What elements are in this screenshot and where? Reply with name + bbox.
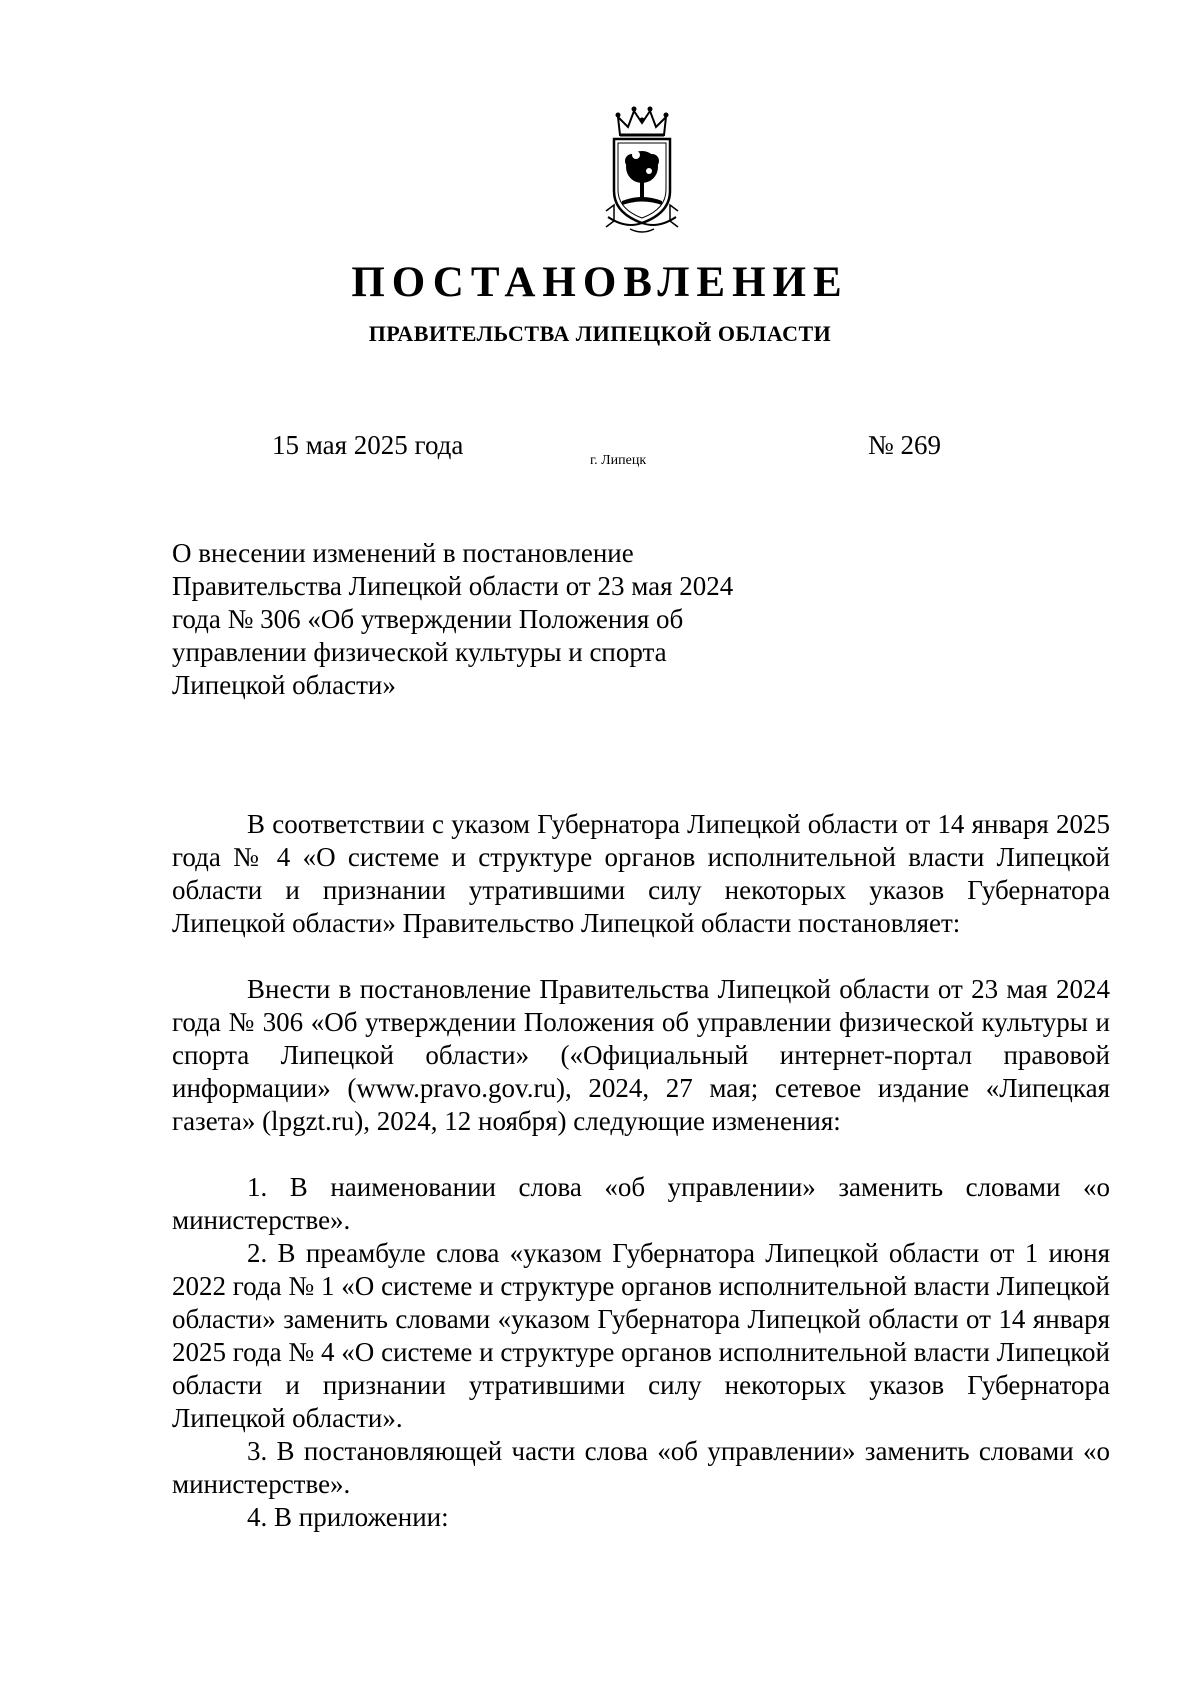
heading-line: Липецкой области»	[172, 670, 396, 700]
coat-of-arms-icon	[600, 105, 684, 237]
heading-line: управлении физической культуры и спорта	[172, 637, 667, 667]
intro-paragraph: Внести в постановление Правительства Липецкой области от 23 мая 2024 года № 306 «Об утверждении Положения об управлении физической культуры и спорта Липецкой области» («Официальный интернет-портал правовой информации» (www.pravo.gov.ru), 2024, 27 мая; сетевое издание «Липецкая газета» (lpgzt.ru), 2024, 12 ноября) следующие изменения:	[172, 974, 1110, 1136]
document-number: № 269	[868, 430, 942, 460]
document-subtitle: ПРАВИТЕЛЬСТВА ЛИПЕЦКОЙ ОБЛАСТИ	[368, 321, 832, 346]
document-body	[172, 808, 1110, 1534]
preamble-paragraph: В соответствии с указом Губернатора Липецкой области от 14 января 2025 года № 4 «О системе и структуре органов исполнительной власти Липецкой области и признании утратившими силу некоторых указов Губернатора Липецкой области» Правительство Липецкой области постановляет:	[172, 809, 1110, 938]
list-item: 2. В преамбуле слова «указом Губернатора Липецкой области от 1 июня 2022 года № 1 «О системе и структуре органов исполнительной власти Липецкой области» заменить словами «указом Губернатора Липецкой области от 14 января 2025 года № 4 «О системе и структуре органов исполнительной власти Липецкой области и признании утратившими силу некоторых указов Губернатора Липецкой области».	[172, 1238, 1110, 1433]
document-city: г. Липецк	[590, 453, 647, 468]
document-title: ПОСТАНОВЛЕНИЕ	[351, 259, 849, 306]
list-item: 1. В наименовании слова «об управлении» заменить словами «о министерстве».	[172, 1172, 1110, 1235]
document-heading	[172, 537, 792, 702]
list-item: 3. В постановляющей части слова «об управлении» заменить словами «о министерстве».	[172, 1436, 1110, 1499]
heading-line: года № 306 «Об утверждении Положения об	[172, 604, 684, 634]
list-item: 4. В приложении:	[247, 1502, 449, 1532]
document-date: 15 мая 2025 года	[272, 430, 464, 460]
heading-line: Правительства Липецкой области от 23 мая 2024	[172, 571, 734, 601]
heading-line: О внесении изменений в постановление	[172, 538, 634, 568]
